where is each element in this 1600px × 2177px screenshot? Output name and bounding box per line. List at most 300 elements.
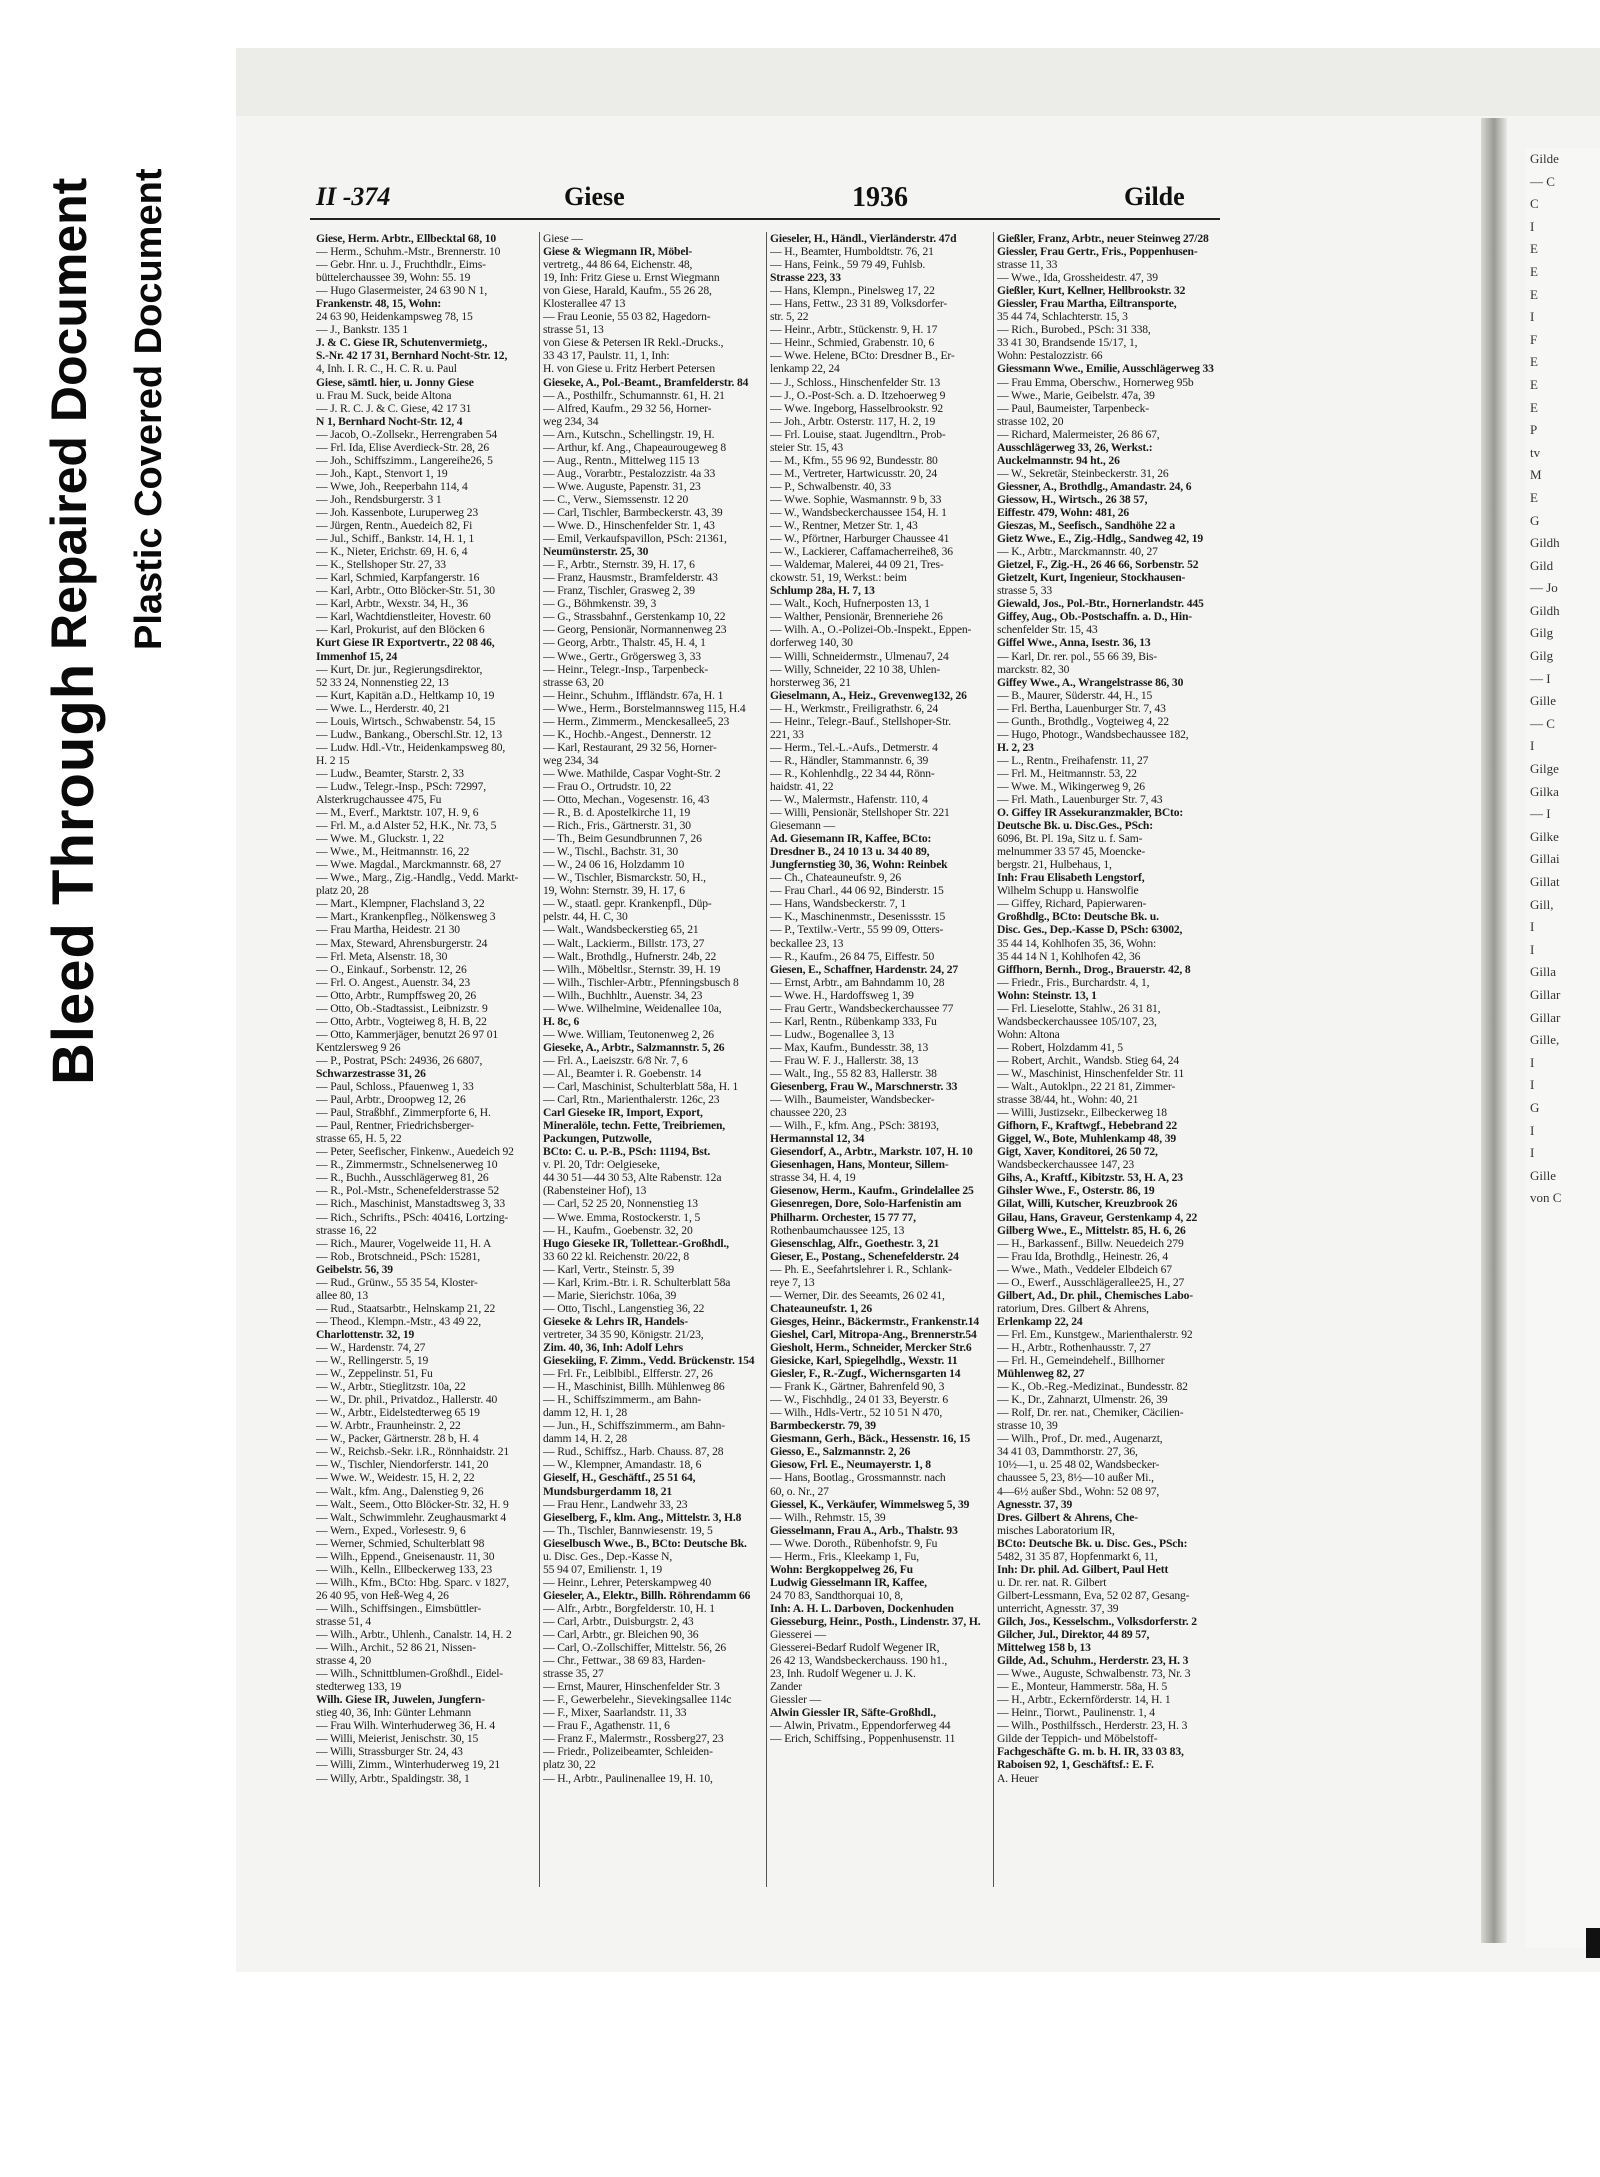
directory-entry-line: — Robert, Archit., Wandsb. Stieg 64, 24 xyxy=(997,1053,1180,1067)
directory-entry-line: stedterweg 133, 19 xyxy=(316,1680,402,1694)
directory-entry-line: strasse 63, 20 xyxy=(543,675,604,689)
directory-entry-line: strasse 51, 4 xyxy=(316,1614,372,1628)
facing-page-fragment: — Jo xyxy=(1530,580,1558,596)
directory-entry-line: haidstr. 41, 22 xyxy=(770,779,834,793)
directory-entry-line: — Wwe. Ingeborg, Hasselbrookstr. 92 xyxy=(770,401,944,415)
directory-entry-line: — Carl, O.-Zollschiffer, Mittelstr. 56, 26 xyxy=(543,1641,727,1655)
directory-entry-line: Gihsler Wwe., F., Osterstr. 86, 19 xyxy=(997,1184,1155,1198)
directory-entry-line: — J. R. C. J. & C. Giese, 42 17 31 xyxy=(316,401,472,415)
directory-entry-line: — Frl. Louise, staat. Jugendltrn., Prob- xyxy=(770,427,946,441)
directory-entry-line: Strasse 223, 33 xyxy=(770,271,841,285)
directory-entry-line: marckstr. 82, 30 xyxy=(997,662,1070,676)
directory-entry-line: — Joh. Kassenbote, Luruperweg 23 xyxy=(316,505,478,519)
directory-entry-line: — Joh., Schiffszimm., Langereihe26, 5 xyxy=(316,453,493,467)
directory-entry-line: — Erich, Schiffsing., Poppenhusenstr. 11 xyxy=(770,1732,956,1746)
directory-entry-line: — Wwe. Sophie, Wasmannstr. 9 b, 33 xyxy=(770,492,942,506)
facing-page-fragment: Gilde xyxy=(1530,151,1559,166)
directory-entry-line: dorferweg 140, 30 xyxy=(770,636,853,650)
directory-entry-line: — Ch., Chateauneufstr. 9, 26 xyxy=(770,871,902,885)
directory-entry-line: Gießler, Franz, Arbtr., neuer Steinweg 27/28 xyxy=(997,232,1209,245)
directory-entry-line: — Walther, Pensionär, Brenneriehe 26 xyxy=(770,610,943,624)
directory-entry-line: Giessmann Wwe., Emilie, Ausschlägerweg 33 xyxy=(997,362,1214,376)
directory-entry-line: Wohn: Steinstr. 13, 1 xyxy=(997,988,1097,1002)
directory-entry-line: — Theod., Klempn.-Mstr., 43 49 22, xyxy=(316,1314,482,1328)
directory-entry-line: — Kurt, Kapitän a.D., Heltkamp 10, 19 xyxy=(316,688,495,702)
directory-entry-line: — Wwe. L., Herderstr. 40, 21 xyxy=(316,701,451,715)
directory-entry-line: strasse 51, 13 xyxy=(543,323,604,337)
facing-page-fragment: I xyxy=(1530,218,1535,234)
directory-entry-line: — Waldemar, Malerei, 44 09 21, Tres- xyxy=(770,558,944,572)
directory-entry-line: — Aug., Rentn., Mittelweg 115 13 xyxy=(543,453,700,467)
directory-entry-line: stieg 40, 36, Inh: Günter Lehmann xyxy=(316,1706,472,1720)
directory-entry-line: — K., Ob.-Reg.-Medizinat., Bundesstr. 82 xyxy=(997,1380,1188,1394)
directory-entry-line: strasse 34, H. 4, 19 xyxy=(770,1171,856,1185)
directory-entry-line: — Wilh., Möbeltlsr., Sternstr. 39, H. 19 xyxy=(543,962,721,976)
directory-entry-line: — B., Maurer, Süderstr. 44, H., 15 xyxy=(997,688,1153,702)
directory-entry-line: — Werner, Dir. des Seeamts, 26 02 41, xyxy=(770,1288,945,1302)
directory-entry-line: ratorium, Dres. Gilbert & Ahrens, xyxy=(997,1301,1149,1315)
directory-entry-line: — W. Arbtr., Fraunheinstr. 2, 22 xyxy=(316,1419,461,1433)
directory-entry-line: — Jun., H., Schiffszimmerm., am Bahn- xyxy=(543,1419,725,1433)
directory-entry-line: Jungfernstieg 30, 36, Wohn: Reinbek xyxy=(770,858,948,872)
directory-entry-line: — Wilh., Posthilfssch., Herderstr. 23, H. 3 xyxy=(997,1719,1188,1733)
directory-entry-line: N 1, Bernhard Nocht-Str. 12, 4 xyxy=(316,414,463,428)
directory-entry-line: Inh: A. H. L. Darboven, Dockenhuden xyxy=(770,1601,954,1615)
directory-entry-line: — W., Arbtr., Eidelstedterweg 65 19 xyxy=(316,1406,480,1420)
directory-entry-line: — C., Verw., Siemssenstr. 12 20 xyxy=(543,492,689,506)
directory-entry-line: Alsterkrugchaussee 475, Fu xyxy=(316,793,442,807)
directory-entry-line: Schlump 28a, H. 7, 13 xyxy=(770,584,875,598)
directory-entry-line: Mundsburgerdamm 18, 21 xyxy=(543,1484,673,1498)
directory-entry-line: Großhdlg., BCto: Deutsche Bk. u. xyxy=(997,910,1159,924)
directory-entry-line: Erlenkamp 22, 24 xyxy=(997,1314,1083,1328)
directory-entry-line: Gilberg Wwe., E., Mittelstr. 85, H. 6, 26 xyxy=(997,1223,1186,1237)
directory-entry-line: — Heinr., Telegr.-Bauf., Stellshoper-Str. xyxy=(770,714,951,728)
directory-entry-line: v. Pl. 20, Tdr: Oelgieseke, xyxy=(543,1158,660,1172)
directory-entry-line: — F., Gewerbelehr., Sievekingsallee 114c xyxy=(543,1693,732,1707)
directory-entry-line: von Giese & Petersen IR Rekl.-Drucks., xyxy=(543,336,724,350)
directory-entry-line: Giesenregen, Dore, Solo-Harfenistin am xyxy=(770,1197,962,1211)
directory-entry-line: — W., Sekretär, Steinbeckerstr. 31, 26 xyxy=(997,466,1169,480)
directory-entry-line: — Walt., Brothdlg., Hufnerstr. 24b, 22 xyxy=(543,949,717,963)
directory-entry-line: Giesendorf, A., Arbtr., Markstr. 107, H. 10 xyxy=(770,1145,973,1159)
label-strip xyxy=(0,0,235,2177)
directory-entry-line: Gietzelt, Kurt, Ingenieur, Stockhausen- xyxy=(997,571,1186,585)
directory-entry-line: — Rich., Schrifts., PSch: 40416, Lortzing- xyxy=(316,1210,509,1224)
directory-entry-line: — W., Tischler, Niendorferstr. 141, 20 xyxy=(316,1458,489,1472)
directory-entry-line: Wilh. Giese IR, Juwelen, Jungfern- xyxy=(316,1693,485,1707)
directory-column-2 xyxy=(543,232,755,1892)
directory-entry-line: — H., Kaufm., Goebenstr. 32, 20 xyxy=(543,1223,693,1237)
directory-entry-line: — Otto, Arbtr., Vogteiweg 8, H. B, 22 xyxy=(316,1014,487,1028)
directory-entry-line: Giesseburg, Heinr., Posth., Lindenstr. 37, H. xyxy=(770,1614,981,1628)
directory-entry-line: strasse 10, 39 xyxy=(997,1419,1058,1433)
directory-entry-line: weg 234, 34 xyxy=(543,753,599,767)
directory-entry-line: — Ludw., Bankang., Oberschl.Str. 12, 13 xyxy=(316,727,502,741)
directory-entry-line: A. Heuer xyxy=(997,1771,1039,1785)
directory-entry-line: — R., Pol.-Mstr., Schenefelderstrasse 52 xyxy=(316,1184,500,1198)
directory-entry-line: Carl Gieseke IR, Import, Export, xyxy=(543,1106,703,1120)
directory-entry-line: — W., Fischhdlg., 24 01 33, Beyerstr. 6 xyxy=(770,1393,949,1407)
facing-page-fragment: M xyxy=(1530,467,1542,483)
facing-page-fragment: Gillai xyxy=(1530,851,1560,867)
directory-entry-line: — Th., Tischler, Bannwiesenstr. 19, 5 xyxy=(543,1523,713,1537)
directory-entry-line: — Karl, Prokurist, auf den Blöcken 6 xyxy=(316,623,485,637)
directory-entry-line: — Hugo Glasermeister, 24 63 90 N 1, xyxy=(316,284,488,298)
directory-entry-line: — Frau Wilh. Winterhuderweg 36, H. 4 xyxy=(316,1719,496,1733)
directory-entry-line: bergstr. 21, Hulbehaus, 1, xyxy=(997,858,1112,872)
directory-entry-line: — Walt., kfm. Ang., Dalenstieg 9, 26 xyxy=(316,1484,484,1498)
directory-entry-line: — Friedr., Polizeibeamter, Schleiden- xyxy=(543,1745,713,1759)
directory-entry-line: Gietz Wwe., E., Zig.-Hdlg., Sandweg 42, 19 xyxy=(997,532,1204,546)
directory-entry-line: — K., Maschinenmstr., Desenissstr. 15 xyxy=(770,910,946,924)
directory-entry-line: chaussee 5, 23, 8½—10 außer Mi., xyxy=(997,1471,1154,1485)
directory-entry-line: Ludwig Giesselmann IR, Kaffee, xyxy=(770,1575,927,1589)
directory-entry-line: — Ludw., Bogenallee 3, 13 xyxy=(770,1027,894,1041)
directory-entry-line: — K., Hochb.-Angest., Dennerstr. 12 xyxy=(543,727,711,741)
directory-entry-line: — Walt., Autoklpn., 22 21 81, Zimmer- xyxy=(997,1080,1176,1094)
directory-entry-line: — W., Tischler, Bismarckstr. 50, H., xyxy=(543,871,706,885)
directory-entry-line: — Wilh., Arbtr., Uhlenh., Canalstr. 14, H. 2 xyxy=(316,1628,512,1642)
directory-entry-line: — Otto, Tischl., Langenstieg 36, 22 xyxy=(543,1301,705,1315)
directory-entry-line: Gilbert, Ad., Dr. phil., Chemisches Labo- xyxy=(997,1288,1194,1302)
directory-entry-line: — Hans, Fettw., 23 31 89, Volksdorfer- xyxy=(770,297,948,311)
directory-entry-line: unterricht, Agnesstr. 37, 39 xyxy=(997,1601,1119,1615)
directory-entry-line: — Frl. Em., Kunstgew., Marienthalerstr. 92 xyxy=(997,1327,1193,1341)
directory-entry-line: büttelerchaussee 39, Wohn: 55. 19 xyxy=(316,271,471,285)
directory-entry-line: 26 40 95, von Heß-Weg 4, 26 xyxy=(316,1588,449,1602)
facing-page-fragment: G xyxy=(1530,512,1540,528)
directory-entry-line: — Frl. M., a.d Alster 52, H.K., Nr. 73, 5 xyxy=(316,819,497,833)
directory-entry-line: — W., Maschinist, Hinschenfelder Str. 11 xyxy=(997,1067,1185,1080)
directory-entry-line: — Willy, Schneider, 22 10 38, Uhlen- xyxy=(770,662,941,676)
directory-entry-line: — Joh., Arbtr. Osterstr. 117, H. 2, 19 xyxy=(770,414,936,428)
directory-entry-line: — Heinr., Schuhm., Iffländstr. 67a, H. 1 xyxy=(543,688,724,702)
directory-entry-line: — J., Schloss., Hinschenfelder Str. 13 xyxy=(770,375,941,389)
directory-entry-line: 33 41 30, Brandsende 15/17, 1, xyxy=(997,336,1138,350)
directory-entry-line: Giewald, Jos., Pol.-Btr., Hornerlandstr. 445 xyxy=(997,597,1204,611)
directory-entry-line: Gieser, E., Postang., Schenefelderstr. 24 xyxy=(770,1249,959,1263)
directory-entry-line: — Otto, Mechan., Vogesenstr. 16, 43 xyxy=(543,793,710,807)
directory-entry-line: strasse 4, 20 xyxy=(316,1654,372,1668)
directory-entry-line: Giesenberg, Frau W., Marschnerstr. 33 xyxy=(770,1080,958,1094)
directory-entry-line: Auckelmannstr. 94 ht., 26 xyxy=(997,453,1120,467)
directory-entry-line: — Herm., Tel.-L.-Aufs., Detmerstr. 4 xyxy=(770,740,938,754)
directory-entry-line: Gihs, A., Kraftf., Kibitzstr. 53, H. A, 23 xyxy=(997,1171,1183,1185)
facing-page-fragment: I xyxy=(1530,309,1535,325)
directory-entry-line: — W., Klempner, Amandastr. 18, 6 xyxy=(543,1458,702,1472)
directory-entry-line: — Walt., Wandsbeckerstieg 65, 21 xyxy=(543,923,699,937)
directory-entry-line: — H., Beamter, Humboldtstr. 76, 21 xyxy=(770,245,934,259)
facing-page-fragment: Gilla xyxy=(1530,964,1556,980)
header-rule xyxy=(310,218,1220,220)
directory-entry-line: 19, Inh: Fritz Giese u. Ernst Wiegmann xyxy=(543,271,720,285)
directory-entry-line: — H., Schiffszimmerm., am Bahn- xyxy=(543,1393,702,1407)
directory-entry-line: 34 41 03, Dammthorstr. 27, 36, xyxy=(997,1445,1138,1459)
directory-entry-line: — Karl, Wachtdienstleiter, Hovestr. 60 xyxy=(316,610,491,624)
directory-entry-line: Giese, sämtl. hier, u. Jonny Giese xyxy=(316,375,474,389)
facing-page-fragment: — I xyxy=(1530,670,1551,686)
directory-entry-line: — Georg, Pensionär, Normannenweg 23 xyxy=(543,623,727,637)
directory-entry-line: — W., Wandsbeckerchaussee 154, H. 1 xyxy=(770,505,947,519)
directory-column-4 xyxy=(997,232,1215,1892)
directory-entry-line: — Wwe., Gertr., Grögersweg 3, 33 xyxy=(543,649,701,663)
directory-entry-line: — Frl. M., Heitmannstr. 53, 22 xyxy=(997,766,1137,780)
directory-entry-line: — Frau Emma, Oberschw., Hornerweg 95b xyxy=(997,375,1194,389)
directory-entry-line: — Ernst, Maurer, Hinschenfelder Str. 3 xyxy=(543,1680,720,1694)
directory-entry-line: — Willy, Arbtr., Spaldingstr. 38, 1 xyxy=(316,1771,470,1785)
directory-entry-line: — Frl. Meta, Alsenstr. 18, 30 xyxy=(316,949,448,963)
directory-entry-line: Wilhelm Schupp u. Hanswolfie xyxy=(997,884,1139,898)
directory-entry-line: platz 20, 28 xyxy=(316,884,369,898)
facing-page-fragment: Gildh xyxy=(1530,602,1560,618)
directory-entry-line: Gieselbusch Wwe., B., BCto: Deutsche Bk. xyxy=(543,1536,747,1550)
directory-entry-line: — Wilh., Kfm., BCto: Hbg. Sparc. v 1827, xyxy=(316,1575,509,1589)
directory-entry-line: — Frl. Ida, Elise Averdieck-Str. 28, 26 xyxy=(316,440,489,454)
facing-page-fragment: I xyxy=(1530,1077,1535,1093)
directory-entry-line: — Karl, Arbtr., Wexstr. 34, H., 36 xyxy=(316,597,468,611)
directory-entry-line: — Heinr., Schmied, Grabenstr. 10, 6 xyxy=(770,336,935,350)
directory-entry-line: platz 30, 22 xyxy=(543,1758,596,1772)
directory-entry-line: Gigt, Xaver, Konditorei, 26 50 72, xyxy=(997,1145,1158,1159)
directory-entry-line: — Wwe., Ida, Grossheidestr. 47, 39 xyxy=(997,271,1158,285)
directory-entry-line: — Max, Kaufm., Bundesstr. 38, 13 xyxy=(770,1040,929,1054)
directory-entry-line: — Frl. Fr., Leiblbibl., Elfferstr. 27, 26 xyxy=(543,1367,713,1381)
directory-entry-line: H. 8c, 6 xyxy=(543,1014,580,1028)
directory-entry-line: — M., Kfm., 55 96 92, Bundesstr. 80 xyxy=(770,453,938,467)
directory-entry-line: Giese & Wiegmann IR, Möbel- xyxy=(543,245,693,259)
directory-entry-line: Giesicke, Karl, Spiegelhdlg., Wexstr. 11 xyxy=(770,1354,958,1368)
directory-entry-line: — Otto, Arbtr., Rumpffsweg 20, 26 xyxy=(316,988,477,1002)
directory-entry-line: — Wwe., Herm., Borstelmannsweg 115, H.4 xyxy=(543,701,746,715)
directory-entry-line: — Herm., Schuhm.-Mstr., Brennerstr. 10 xyxy=(316,245,501,259)
facing-page-fragment: E xyxy=(1530,489,1538,505)
directory-entry-line: — Heinr., Arbtr., Stückenstr. 9, H. 17 xyxy=(770,323,938,337)
facing-page-fragment: — C xyxy=(1530,715,1555,731)
directory-entry-line: — Ph. E., Seefahrtslehrer i. R., Schlank- xyxy=(770,1262,952,1276)
directory-entry-line: Giessel, K., Verkäufer, Wimmelsweg 5, 39 xyxy=(770,1497,970,1511)
directory-entry-line: — Wwe. Mathilde, Caspar Voght-Str. 2 xyxy=(543,766,721,780)
directory-entry-line: — Alfr., Arbtr., Borgfelderstr. 10, H. 1 xyxy=(543,1601,715,1615)
directory-entry-line: — Carl, 52 25 20, Nonnenstieg 13 xyxy=(543,1197,698,1211)
directory-entry-line: — Chr., Fettwar., 38 69 83, Harden- xyxy=(543,1654,706,1668)
directory-entry-line: Gieseke & Lehrs IR, Handels- xyxy=(543,1314,688,1328)
directory-entry-line: — H., Arbtr., Paulinenallee 19, H. 10, xyxy=(543,1771,713,1785)
directory-entry-line: Giesserei-Bedarf Rudolf Wegener IR, xyxy=(770,1641,940,1655)
directory-entry-line: J. & C. Giese IR, Schutenvermietg., xyxy=(316,336,488,350)
directory-entry-line: — Wilh., Baumeister, Wandsbecker- xyxy=(770,1093,935,1107)
directory-entry-line: — Robert, Holzdamm 41, 5 xyxy=(997,1040,1123,1054)
directory-entry-line: Giesow, Frl. E., Neumayerstr. 1, 8 xyxy=(770,1458,931,1472)
directory-entry-line: Barmbeckerstr. 79, 39 xyxy=(770,1419,876,1433)
directory-entry-line: vertretg., 44 86 64, Eichenstr. 48, xyxy=(543,258,693,272)
directory-entry-line: — K., Arbtr., Marckmannstr. 40, 27 xyxy=(997,545,1158,559)
directory-entry-line: — Rolf, Dr. rer. nat., Chemiker, Cäcilien- xyxy=(997,1406,1184,1420)
directory-entry-line: — Karl, Dr. rer. pol., 55 66 39, Bis- xyxy=(997,649,1157,663)
directory-entry-line: Gießler, Kurt, Kellner, Hellbrookstr. 32 xyxy=(997,284,1186,298)
directory-entry-line: — W., Reichsb.-Sekr. i.R., Rönnhaidstr. 21 xyxy=(316,1445,510,1459)
directory-entry-line: — W., Pförtner, Harburger Chaussee 41 xyxy=(770,532,950,546)
directory-entry-line: 35 44 74, Schlachterstr. 15, 3 xyxy=(997,310,1128,324)
directory-entry-line: — Frl. H., Gemeindehelf., Billhorner xyxy=(997,1354,1165,1368)
directory-entry-line: 60, o. Nr., 27 xyxy=(770,1484,829,1498)
directory-entry-line: Inh: Frau Elisabeth Lengstorf, xyxy=(997,871,1145,885)
directory-entry-line: 23, Inh. Rudolf Wegener u. J. K. xyxy=(770,1667,916,1681)
directory-entry-line: — Ernst, Arbtr., am Bahndamm 10, 28 xyxy=(770,975,945,989)
directory-entry-line: — Wilh., Eppend., Gneisenaustr. 11, 30 xyxy=(316,1549,495,1563)
facing-page-fragment: C xyxy=(1530,196,1539,212)
directory-entry-line: — M., Vertreter, Hartwicusstr. 20, 24 xyxy=(770,466,938,480)
directory-entry-line: Wandsbeckerchaussee 147, 23 xyxy=(997,1158,1134,1172)
directory-column-1 xyxy=(316,232,528,1892)
directory-entry-line: weg 234, 34 xyxy=(543,414,599,428)
directory-entry-line: 221, 33 xyxy=(770,727,804,741)
directory-entry-line: Wohn: Altona xyxy=(997,1027,1060,1041)
directory-entry-line: Kentzlersweg 9 26 xyxy=(316,1040,401,1054)
directory-entry-line: — Jacob, O.-Zollsekr., Herrengraben 54 xyxy=(316,427,498,441)
directory-entry-line: — Th., Beim Gesundbrunnen 7, 26 xyxy=(543,832,702,846)
directory-entry-line: — Willi, Strassburger Str. 24, 43 xyxy=(316,1745,463,1759)
directory-entry-line: Mittelweg 158 b, 13 xyxy=(997,1641,1091,1655)
directory-entry-line: — Wilh., Prof., Dr. med., Augenarzt, xyxy=(997,1432,1163,1446)
directory-entry-line: — W., Zeppelinstr. 51, Fu xyxy=(316,1367,433,1381)
directory-entry-line: Giesso, E., Salzmannstr. 2, 26 xyxy=(770,1445,911,1459)
directory-entry-line: — Gebr. Hnr. u. J., Fruchthdlr., Eims- xyxy=(316,258,486,272)
directory-entry-line: H. von Giese u. Fritz Herbert Petersen xyxy=(543,362,716,376)
directory-entry-line: Zander xyxy=(770,1680,802,1694)
directory-entry-line: — Rud., Staatsarbtr., Helnskamp 21, 22 xyxy=(316,1301,496,1315)
directory-entry-line: — Willi, Zimm., Winterhuderweg 19, 21 xyxy=(316,1758,501,1772)
facing-page-fragment: I xyxy=(1530,1122,1535,1138)
directory-entry-line: — W., 24 06 16, Holzdamm 10 xyxy=(543,858,685,872)
directory-entry-line: — Wwe. D., Hinschenfelder Str. 1, 43 xyxy=(543,519,715,533)
directory-entry-line: — Hans, Feink., 59 79 49, Fuhlsb. xyxy=(770,258,926,272)
facing-page-fragment: Gillar xyxy=(1530,1009,1561,1025)
facing-page-fragment: E xyxy=(1530,263,1538,279)
facing-page-fragment: tv xyxy=(1530,444,1541,460)
directory-entry-line: beckallee 23, 13 xyxy=(770,936,844,950)
directory-entry-line: u. Dr. rer. nat. R. Gilbert xyxy=(997,1575,1107,1589)
directory-entry-line: allee 80, 13 xyxy=(316,1288,368,1302)
directory-entry-line: Giesenow, Herm., Kaufm., Grindelallee 25 xyxy=(770,1184,974,1198)
directory-entry-line: Geibelstr. 56, 39 xyxy=(316,1262,393,1276)
directory-entry-line: u. Frau M. Suck, beide Altona xyxy=(316,388,452,402)
directory-entry-line: Giesen, E., Schaffner, Hardenstr. 24, 27 xyxy=(770,962,958,976)
directory-entry-line: — Wwe. M., Gluckstr. 1, 22 xyxy=(316,832,444,846)
directory-entry-line: — Frl. Lieselotte, Stahlw., 26 31 81, xyxy=(997,1001,1161,1015)
directory-entry-line: — R., Zimmermstr., Schnelsenerweg 10 xyxy=(316,1158,498,1172)
directory-entry-line: Disc. Ges., Dep.-Kasse D, PSch: 63002, xyxy=(997,923,1183,937)
directory-entry-line: — Wwe. William, Teutonenweg 2, 26 xyxy=(543,1027,714,1041)
directory-entry-line: — H., Maschinist, Billh. Mühlenweg 86 xyxy=(543,1380,725,1394)
directory-entry-line: — Rich., Maschinist, Manstadtsweg 3, 33 xyxy=(316,1197,505,1211)
directory-entry-line: Giessler — xyxy=(770,1693,821,1707)
directory-entry-line: — Otto, Ob.-Stadtassist., Leibnizstr. 9 xyxy=(316,1001,488,1015)
directory-entry-line: Giesemann — xyxy=(770,819,835,833)
directory-entry-line: (Rabensteiner Hof), 13 xyxy=(543,1184,647,1198)
directory-entry-line: — J., O.-Post-Sch. a. D. Itzehoerweg 9 xyxy=(770,388,946,402)
directory-entry-line: — E., Monteur, Hammerstr. 58a, H. 5 xyxy=(997,1680,1168,1694)
directory-entry-line: — Wwe., Math., Veddeler Elbdeich 67 xyxy=(997,1262,1172,1276)
directory-entry-line: Deutsche Bk. u. Disc.Ges., PSch: xyxy=(997,819,1153,833)
facing-page-fragment: Gille xyxy=(1530,693,1556,709)
directory-entry-line: Gietzel, F., Zig.-H., 26 46 66, Sorbenstr. 52 xyxy=(997,558,1199,572)
directory-entry-line: — R., Kaufm., 26 84 75, Eiffestr. 50 xyxy=(770,949,935,963)
directory-entry-line: 24 63 90, Heidenkampsweg 78, 15 xyxy=(316,310,473,324)
directory-entry-line: — Hans, Wandsbeckerstr. 7, 1 xyxy=(770,897,907,911)
directory-entry-line: — Paul, Rentner, Friedrichsberger- xyxy=(316,1119,474,1133)
directory-entry-line: Gifhorn, F., Kraftwgf., Hebebrand 22 xyxy=(997,1119,1177,1133)
directory-entry-line: 52 33 24, Nonnenstieg 22, 13 xyxy=(316,675,449,689)
facing-page-fragment: Gille, xyxy=(1530,1032,1560,1048)
directory-entry-line: BCto: C. u. P.-B., PSch: 11194, Bst. xyxy=(543,1145,711,1159)
directory-entry-line: — Wilh., Buchhltr., Auenstr. 34, 23 xyxy=(543,988,703,1002)
directory-entry-line: 33 60 22 kl. Reichenstr. 20/22, 8 xyxy=(543,1249,690,1263)
directory-entry-line: 5482, 31 35 87, Hopfenmarkt 6, 11, xyxy=(997,1549,1158,1563)
directory-entry-line: — Karl, Rentn., Rübenkamp 333, Fu xyxy=(770,1014,937,1028)
facing-page-fragment: E xyxy=(1530,286,1538,302)
directory-entry-line: — W., Rellingerstr. 5, 19 xyxy=(316,1354,429,1368)
directory-entry-line: Frankenstr. 48, 15, Wohn: xyxy=(316,297,442,311)
directory-entry-line: — Frau O., Ortrudstr. 10, 22 xyxy=(543,779,672,793)
directory-entry-line: — A., Posthilfr., Schumannstr. 61, H. 21 xyxy=(543,388,725,402)
directory-entry-line: — Arthur, kf. Ang., Chapeaurougeweg 8 xyxy=(543,440,726,454)
page-number: II -374 xyxy=(316,182,391,211)
directory-entry-line: str. 5, 22 xyxy=(770,310,809,324)
directory-entry-line: — Werner, Schmied, Schulterblatt 98 xyxy=(316,1536,485,1550)
directory-entry-line: — Franz, Hausmstr., Bramfelderstr. 43 xyxy=(543,571,718,585)
directory-entry-line: Gilch, Jos., Kesselschm., Volksdorferstr. 2 xyxy=(997,1614,1197,1628)
directory-entry-line: — Karl, Restaurant, 29 32 56, Horner- xyxy=(543,740,717,754)
directory-entry-line: — Carl, Arbtr., gr. Bleichen 90, 36 xyxy=(543,1628,699,1642)
directory-entry-line: Mineralöle, techn. Fette, Treibriemen, xyxy=(543,1119,725,1133)
directory-entry-line: — Giffey, Richard, Papierwaren- xyxy=(997,897,1147,911)
directory-entry-line: — Hugo, Photogr., Wandsbechaussee 182, xyxy=(997,727,1189,741)
directory-entry-line: Agnesstr. 37, 39 xyxy=(997,1497,1073,1511)
facing-page-margin xyxy=(1526,148,1600,1948)
facing-page-fragment: Gille xyxy=(1530,1167,1556,1183)
directory-entry-line: — Herm., Zimmerm., Menckesallee5, 23 xyxy=(543,714,730,728)
directory-entry-line: — J., Bankstr. 135 1 xyxy=(316,323,409,337)
directory-entry-line: Dres. Gilbert & Ahrens, Che- xyxy=(997,1510,1138,1524)
scan-dark-corner xyxy=(1586,1928,1600,1958)
directory-entry-line: Mühlenweg 82, 27 xyxy=(997,1367,1085,1381)
directory-entry-line: — Frau W. F. J., Hallerstr. 38, 13 xyxy=(770,1053,919,1067)
directory-entry-line: vertreter, 34 35 90, Königstr. 21/23, xyxy=(543,1327,704,1341)
directory-entry-line: — Richard, Malermeister, 26 86 67, xyxy=(997,427,1160,441)
directory-entry-line: Wohn: Bergkoppelweg 26, Fu xyxy=(770,1562,913,1576)
column-rule xyxy=(766,232,767,1887)
directory-entry-line: — Frank K., Gärtner, Bahrenfeld 90, 3 xyxy=(770,1380,945,1394)
directory-entry-line: — K., Dr., Zahnarzt, Ulmenstr. 26, 39 xyxy=(997,1393,1168,1407)
directory-entry-line: Giffey, Aug., Ob.-Postschaffn. a. D., Hin- xyxy=(997,610,1192,624)
directory-entry-line: — Willi, Justizsekr., Eilbeckerweg 18 xyxy=(997,1106,1167,1120)
facing-page-fragment: Gill, xyxy=(1530,896,1554,912)
directory-entry-line: — H., Arbtr., Eckernförderstr. 14, H. 1 xyxy=(997,1693,1171,1707)
directory-entry-line: Gieselmann, A., Heiz., Grevenweg132, 26 xyxy=(770,688,967,702)
directory-entry-line: melnummer 33 57 45, Moencke- xyxy=(997,845,1146,859)
directory-entry-line: Gieszas, M., Seefisch., Sandhöhe 22 a xyxy=(997,519,1176,533)
directory-entry-line: H. 2 15 xyxy=(316,753,350,767)
directory-entry-line: — Wilh., Tischler-Arbtr., Pfenningsbusch 8 xyxy=(543,975,739,989)
directory-entry-line: — Ludw., Telegr.-Insp., PSch: 72997, xyxy=(316,779,486,793)
directory-entry-line: — Frau Henr., Landwehr 33, 23 xyxy=(543,1497,688,1511)
directory-entry-line: — Mart., Klempner, Flachsland 3, 22 xyxy=(316,897,485,911)
directory-entry-line: schenfelder Str. 15, 43 xyxy=(997,623,1098,637)
directory-entry-line: — Rich., Burobed., PSch: 31 338, xyxy=(997,323,1151,337)
directory-entry-line: Giffel Wwe., Anna, Isestr. 36, 13 xyxy=(997,636,1151,650)
directory-entry-line: — W., Arbtr., Stieglitzstr. 10a, 22 xyxy=(316,1380,466,1394)
